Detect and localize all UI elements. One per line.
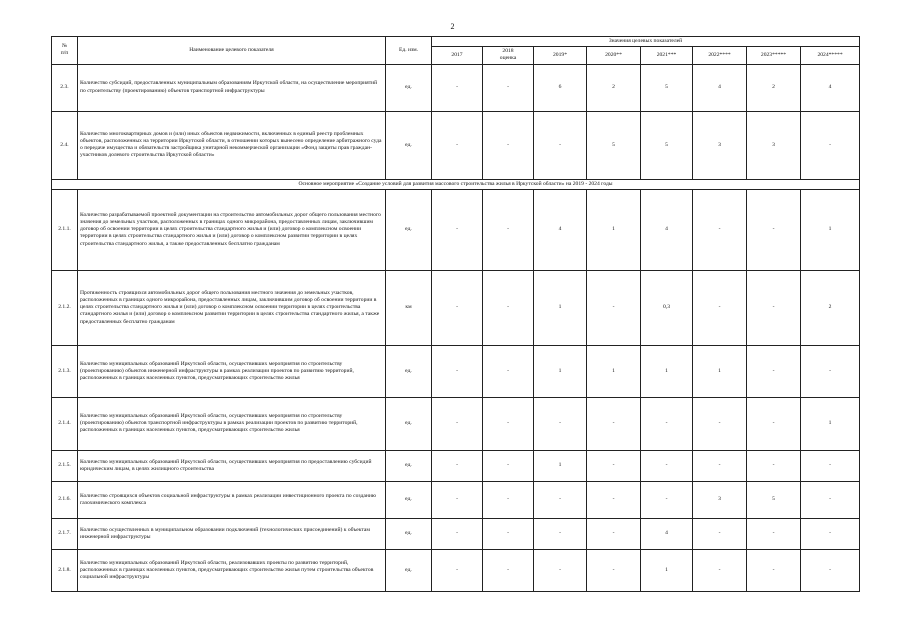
unit-cell: ед. <box>386 549 432 591</box>
value-cell: - <box>587 270 641 345</box>
header-year: 2020** <box>587 47 641 64</box>
value-cell: - <box>432 450 483 481</box>
value-cell: 4 <box>693 64 747 111</box>
value-cell: 1 <box>587 189 641 270</box>
value-cell: - <box>641 397 693 450</box>
value-cell: 2 <box>801 270 860 345</box>
value-cell: 5 <box>587 111 641 179</box>
value-cell: - <box>534 518 587 549</box>
value-cell: - <box>587 397 641 450</box>
value-cell: - <box>641 450 693 481</box>
value-cell: - <box>801 111 860 179</box>
value-cell: - <box>693 397 747 450</box>
value-cell: 4 <box>641 518 693 549</box>
value-cell: 2 <box>587 64 641 111</box>
value-cell: - <box>432 518 483 549</box>
value-cell: 1 <box>801 397 860 450</box>
unit-cell: ед. <box>386 481 432 518</box>
indicator-name: Протяженность строящихся автомобильных дорог общего пользования местного значения до земельных участков, расположенных в границах одного микрорайона, предоставленных лицам, заключившим договор об освоении территории в целях строительства стандартного жилья и (или) договор о комплексном освоении территории в целях строительства стандартного жилья и (или) договор о комплексном развитии территории в целях строительства стандартного жилья, а также предоставленных бесплатно гражданам <box>78 270 386 345</box>
header-year: 2023***** <box>747 47 801 64</box>
value-cell: - <box>747 450 801 481</box>
header-year: 2018 оценка <box>483 47 534 64</box>
value-cell: 4 <box>801 64 860 111</box>
value-cell: - <box>801 481 860 518</box>
value-cell: - <box>693 189 747 270</box>
row-number: 2.1.3. <box>52 345 78 397</box>
value-cell: - <box>534 111 587 179</box>
value-cell: - <box>483 64 534 111</box>
value-cell: - <box>534 549 587 591</box>
value-cell: - <box>432 481 483 518</box>
table-row <box>52 481 860 518</box>
value-cell: 1 <box>534 270 587 345</box>
value-cell: 1 <box>534 450 587 481</box>
value-cell: - <box>483 549 534 591</box>
value-cell: 5 <box>641 111 693 179</box>
header-num: № п/п <box>52 37 78 65</box>
indicator-name: Количество муниципальных образований Иркутской области, осуществивших мероприятия по предоставлению субсидий юридическим лицам, в целях жилищного строительства <box>78 450 386 481</box>
value-cell: 3 <box>747 111 801 179</box>
value-cell: - <box>641 481 693 518</box>
value-cell: - <box>801 345 860 397</box>
indicator-name: Количество строящихся объектов социальной инфраструктуры в рамках реализации инвестиционного проекта по созданию газохимического комплекса <box>78 481 386 518</box>
table-row <box>52 397 860 450</box>
value-cell: - <box>483 111 534 179</box>
indicator-name: Количество разрабатываемой проектной документации на строительство автомобильных дорог общего пользования местного значения до земельных участков, расположенных в границах одного микрорайона, предоставленных лицам, заключившим договор об освоении территории в целях строительства стандартного жилья и (или) договор о комплексном освоении территории в целях строительства стандартного жилья и (или) договор о комплексном развитии территории в целях строительства стандартного жилья, а также предоставленных бесплатно гражданам <box>78 189 386 270</box>
value-cell: 6 <box>534 64 587 111</box>
table-row <box>52 64 860 111</box>
header-year: 2017 <box>432 47 483 64</box>
row-number: 2.1.2. <box>52 270 78 345</box>
value-cell: - <box>801 549 860 591</box>
value-cell: 4 <box>534 189 587 270</box>
value-cell: - <box>801 450 860 481</box>
unit-cell: ед. <box>386 397 432 450</box>
value-cell: - <box>483 345 534 397</box>
value-cell: - <box>747 345 801 397</box>
value-cell: 0,3 <box>641 270 693 345</box>
page-number: 2 <box>450 22 455 31</box>
target-indicators-table <box>51 36 860 592</box>
value-cell: 5 <box>641 64 693 111</box>
value-cell: 5 <box>747 481 801 518</box>
value-cell: 1 <box>587 345 641 397</box>
value-cell: - <box>693 518 747 549</box>
value-cell: - <box>432 189 483 270</box>
header-values-group: Значения целевых показателей <box>432 37 860 47</box>
value-cell: - <box>587 518 641 549</box>
value-cell: - <box>693 270 747 345</box>
table-row <box>52 345 860 397</box>
header-unit: Ед. изм. <box>386 37 432 65</box>
value-cell: 1 <box>534 345 587 397</box>
row-number: 2.1.7. <box>52 518 78 549</box>
value-cell: - <box>483 270 534 345</box>
value-cell: 3 <box>693 481 747 518</box>
row-number: 2.1.1. <box>52 189 78 270</box>
value-cell: 4 <box>641 189 693 270</box>
value-cell: - <box>432 270 483 345</box>
header-name: Наименование целевого показателя <box>78 37 386 65</box>
value-cell: 1 <box>641 549 693 591</box>
value-cell: - <box>693 450 747 481</box>
table-row <box>52 518 860 549</box>
value-cell: - <box>747 189 801 270</box>
value-cell: 2 <box>747 64 801 111</box>
value-cell: - <box>747 549 801 591</box>
value-cell: - <box>587 481 641 518</box>
value-cell: - <box>747 270 801 345</box>
value-cell: - <box>587 549 641 591</box>
unit-cell: ед. <box>386 518 432 549</box>
value-cell: - <box>534 397 587 450</box>
header-year: 2019* <box>534 47 587 64</box>
value-cell: - <box>801 518 860 549</box>
indicator-name: Количество субсидий, предоставленных муниципальным образованиям Иркутской области, на осуществление мероприятий по строительству (проектированию) объектов транспортной инфраструктуры <box>78 64 386 111</box>
value-cell: - <box>534 481 587 518</box>
unit-cell: ед. <box>386 64 432 111</box>
value-cell: 3 <box>693 111 747 179</box>
value-cell: - <box>747 518 801 549</box>
table-row <box>52 450 860 481</box>
indicator-name: Количество многоквартирных домов и (или) иных объектов недвижимости, включенных в единый реестр проблемных объектов, расположенных на территории Иркутской области, в отношении которых вынесено определение арбитражного суда о передаче имущества и обязательств застройщика унитарной некоммерческой организации «Фонд защиты прав граждан-участников долевого строительства Иркутской области» <box>78 111 386 179</box>
value-cell: - <box>432 345 483 397</box>
value-cell: 1 <box>801 189 860 270</box>
value-cell: - <box>432 549 483 591</box>
unit-cell: ед. <box>386 450 432 481</box>
indicator-name: Количество муниципальных образований Иркутской области, осуществивших мероприятия по строительству (проектированию) объектов инженерной инфраструктуры в рамках реализации проектов по развитию территорий, расположенных в границах населенных пунктов, предусматривающих строительство жилья <box>78 345 386 397</box>
unit-cell: км <box>386 270 432 345</box>
table-row <box>52 111 860 179</box>
value-cell: - <box>693 549 747 591</box>
unit-cell: ед. <box>386 189 432 270</box>
header-year: 2022**** <box>693 47 747 64</box>
row-number: 2.3. <box>52 64 78 111</box>
row-number: 2.1.4. <box>52 397 78 450</box>
value-cell: - <box>483 518 534 549</box>
section-title: Основное мероприятие «Создание условий для развития массового строительства жилья в Иркутской области» на 2019 - 2024 годы <box>52 179 860 189</box>
table-row <box>52 270 860 345</box>
indicator-name: Количество муниципальных образований Иркутской области, реализовавших проекты по развитию территорий, расположенных в границах населенных пунктов, предусматривающих строительство жилья путем строительства объектов социальной инфраструктуры <box>78 549 386 591</box>
value-cell: - <box>587 450 641 481</box>
value-cell: - <box>432 397 483 450</box>
row-number: 2.1.5. <box>52 450 78 481</box>
value-cell: - <box>747 397 801 450</box>
value-cell: - <box>432 111 483 179</box>
value-cell: - <box>483 189 534 270</box>
unit-cell: ед. <box>386 345 432 397</box>
value-cell: - <box>483 397 534 450</box>
row-number: 2.1.8. <box>52 549 78 591</box>
table-row <box>52 189 860 270</box>
row-number: 2.1.6. <box>52 481 78 518</box>
row-number: 2.4. <box>52 111 78 179</box>
section-row <box>52 179 860 189</box>
indicator-name: Количество муниципальных образований Иркутской области, осуществивших мероприятия по строительству (проектированию) объектов транспортной инфраструктуры в рамках реализации проектов по развитию территорий, расположенных в границах населенных пунктов, предусматривающих строительство жилья <box>78 397 386 450</box>
value-cell: 1 <box>693 345 747 397</box>
value-cell: 1 <box>641 345 693 397</box>
value-cell: - <box>483 481 534 518</box>
value-cell: - <box>483 450 534 481</box>
header-year: 2021*** <box>641 47 693 64</box>
table-row <box>52 549 860 591</box>
indicator-name: Количество осуществленных в муниципальном образовании подключений (технологических присоединений) к объектам инженерной инфраструктуры <box>78 518 386 549</box>
unit-cell: ед. <box>386 111 432 179</box>
value-cell: - <box>432 64 483 111</box>
header-year: 2024***** <box>801 47 860 64</box>
